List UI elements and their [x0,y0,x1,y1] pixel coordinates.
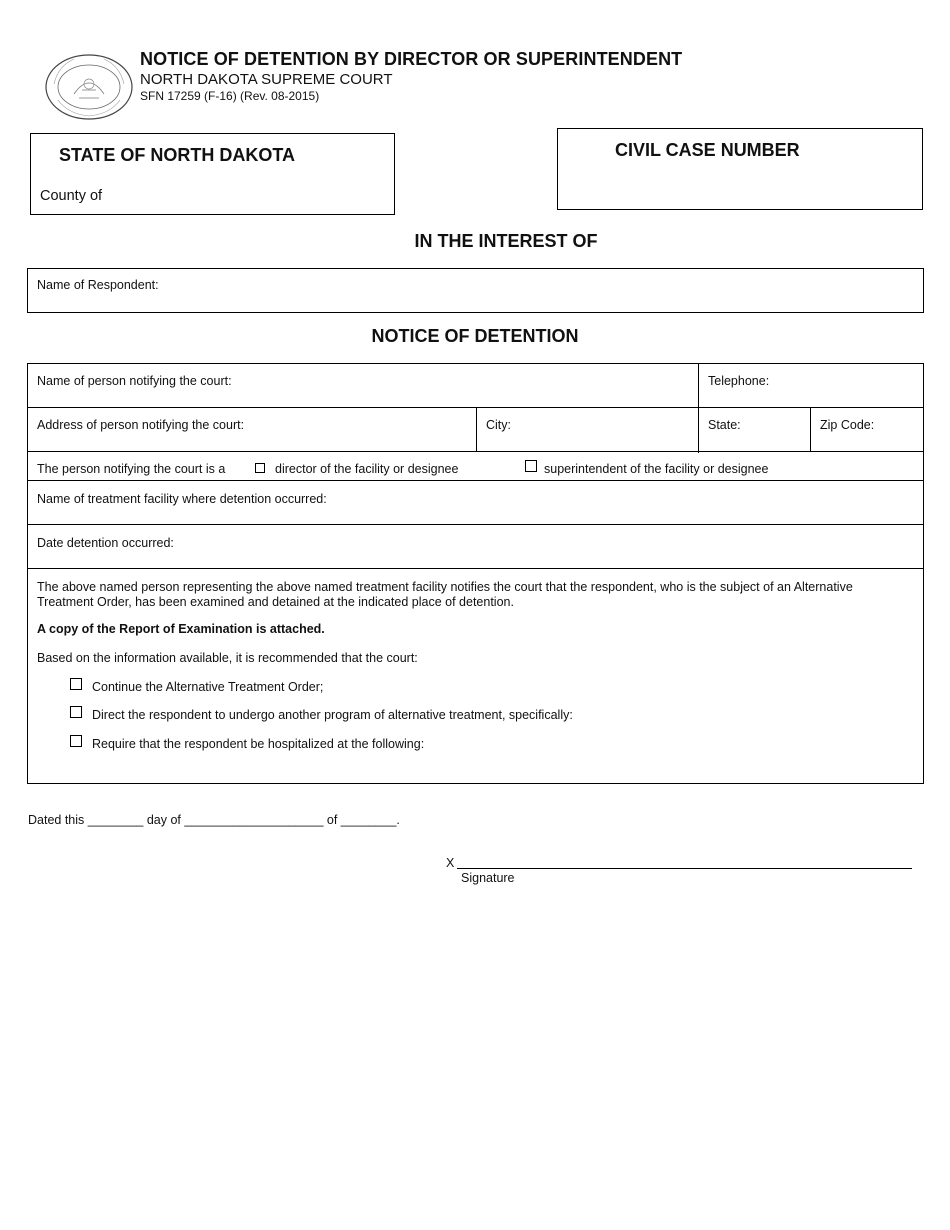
zip-code-field[interactable]: Zip Code: [820,418,875,432]
recommendation-option-label: Continue the Alternative Treatment Order; [92,680,324,694]
city-field[interactable]: City: [486,418,511,432]
respondent-name-label: Name of Respondent: [37,278,159,292]
director-option-label: director of the facility or designee [275,462,459,476]
superintendent-option-label: superintendent of the facility or designee [544,462,769,476]
hospitalize-checkbox[interactable] [70,735,82,747]
telephone-field[interactable]: Telephone: [708,374,770,388]
civil-case-number-label: CIVIL CASE NUMBER [615,140,800,160]
notifier-role-label: The person notifying the court is a [37,462,226,476]
respondent-name-field[interactable] [27,268,924,313]
form-title: NOTICE OF DETENTION BY DIRECTOR OR SUPERINTENDENT [140,49,683,69]
state-county-box [30,133,395,215]
signature-x-mark: X [446,856,455,870]
recommendation-option-label: Direct the respondent to undergo another program of alternative treatment, specifically: [92,708,573,722]
detention-statement: The above named person representing the above named treatment facility notifies the court that the respondent, who is the subject of an Alternative Treatment Order, has been examined and detained at the indicated place of detention. [37,580,853,609]
notifier-address-field[interactable]: Address of person notifying the court: [37,418,245,432]
director-checkbox[interactable] [255,463,265,473]
state-seal-icon [44,54,134,120]
court-name: NORTH DAKOTA SUPREME COURT [140,71,393,88]
treatment-facility-field[interactable]: Name of treatment facility where detention occurred: [37,492,327,506]
alternative-program-checkbox[interactable] [70,706,82,718]
report-attached-note: A copy of the Report of Examination is attached. [37,622,325,636]
recommendation-option-label: Require that the respondent be hospitalized at the following: [92,737,425,751]
civil-case-number-box[interactable] [557,128,923,210]
continue-order-checkbox[interactable] [70,678,82,690]
superintendent-checkbox[interactable] [525,460,537,472]
notifier-name-field[interactable]: Name of person notifying the court: [37,374,232,388]
county-field[interactable]: County of [40,188,103,204]
form-number: SFN 17259 (F-16) (Rev. 08-2015) [140,89,320,103]
dated-line[interactable]: Dated this ________ day of ____________________ of ________. [28,813,400,827]
notice-form-grid [27,363,924,784]
recommendation-intro: Based on the information available, it is recommended that the court: [37,651,418,665]
state-name: STATE OF NORTH DAKOTA [59,145,295,165]
notice-heading: NOTICE OF DETENTION [371,326,579,346]
interest-heading: IN THE INTEREST OF [414,231,598,251]
state-field[interactable]: State: [708,418,741,432]
detention-date-field[interactable]: Date detention occurred: [37,536,174,550]
signature-line[interactable] [457,868,912,869]
signature-label: Signature [461,871,515,885]
